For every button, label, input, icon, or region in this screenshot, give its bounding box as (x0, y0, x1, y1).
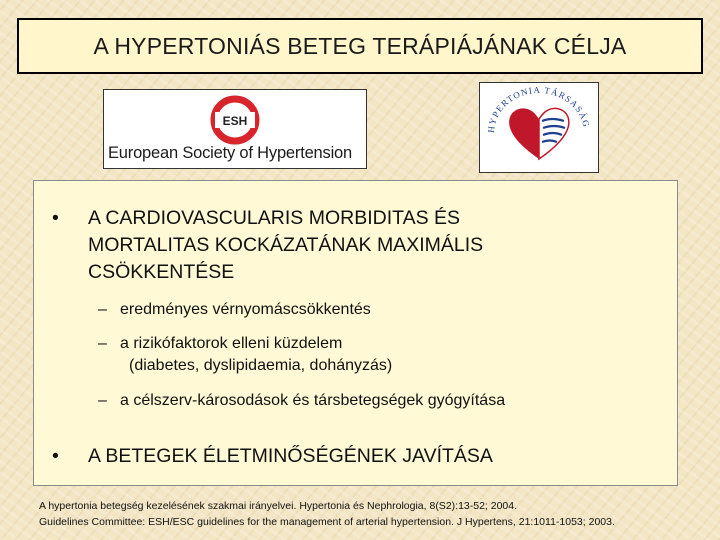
references (39, 498, 615, 530)
subitem-text: eredményes vérnyomáscsökkentés (120, 301, 371, 318)
esh-emblem-icon (104, 90, 366, 146)
bullet-line-1: A CARDIOVASCULARIS MORBIDITAS ÉS (88, 207, 461, 229)
hungarian-hypertension-society-logo (479, 82, 599, 173)
subitem-risk-factors-continuation: (diabetes, dyslipidaemia, dohányzás) (129, 357, 393, 374)
esh-logo (103, 89, 367, 169)
page-title: A HYPERTONIÁS BETEG TERÁPIÁJÁNAK CÉLJA (93, 32, 627, 59)
subitem-symbol: – (98, 301, 107, 318)
heart-emblem-icon (480, 83, 598, 172)
subitem-symbol: – (98, 335, 107, 352)
reference-1: A hypertonia betegség kezelésének szakmai irányelvei. Hypertonia és Nephrologia, 8(S2):13-52; 2004. (39, 500, 518, 512)
bullet-symbol: • (52, 445, 59, 467)
bullet-text (88, 443, 493, 470)
esh-mark-text: ESH (222, 114, 248, 128)
esh-society-name: European Society of Hypertension (108, 144, 353, 162)
reference-2: Guidelines Committee: ESH/ESC guidelines for the management of arterial hypertension. J Hypertens, 21:1011-1053; 2003. (39, 516, 615, 528)
bullet-line-3: CSÖKKENTÉSE (88, 261, 235, 283)
subitem-text: a rizikófaktorok elleni küzdelem (120, 335, 343, 352)
bullet-symbol: • (52, 207, 59, 229)
bullet-line-1: A BETEGEK ÉLETMINŐSÉGÉNEK JAVÍTÁSA (88, 445, 493, 467)
bullet-line-2: MORTALITAS KOCKÁZATÁNAK MAXIMÁLIS (88, 234, 484, 256)
title-box (17, 18, 703, 74)
mht-arc-text: HYPERTONIA TÁRSASÁG (485, 84, 592, 134)
subitem-text: a célszerv-károsodások és társbetegségek gyógyítása (120, 392, 506, 409)
subitem-symbol: – (98, 392, 107, 409)
bullet-text (88, 205, 483, 286)
content-box (33, 180, 678, 486)
